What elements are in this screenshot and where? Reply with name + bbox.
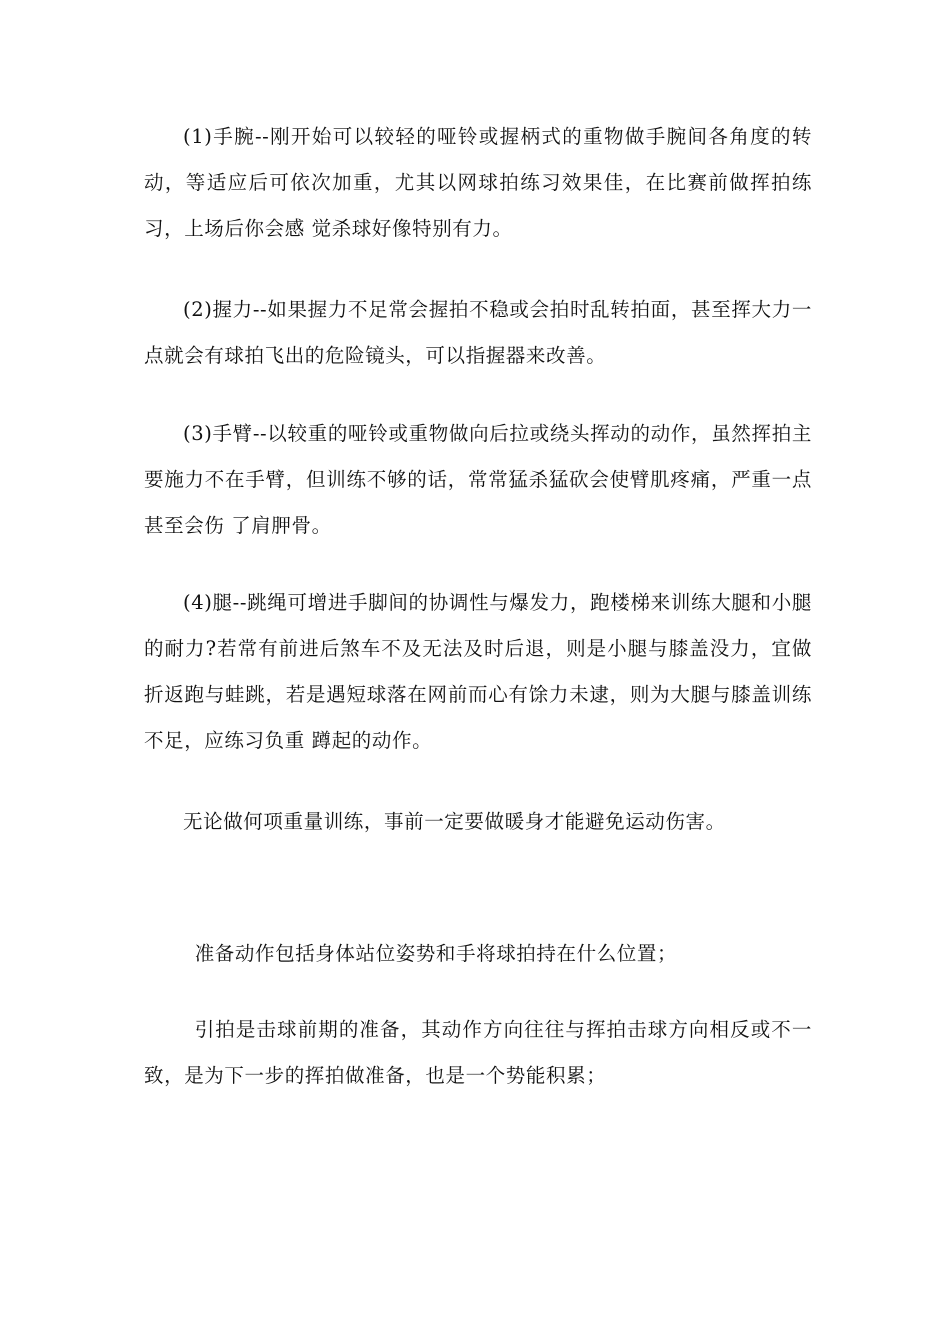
paragraph-leg: (4)腿--跳绳可增进手脚间的协调性与爆发力，跑楼梯来训练大腿和小腿的耐力?若常有前进后煞车不及无法及时后退，则是小腿与膝盖没力，宜做折返跑与蛙跳，若是遇短球落在网前而心有馀力未逮，则为大腿与膝盖训练不足，应练习负重 蹲起的动作。 bbox=[144, 591, 812, 752]
paragraph-wrist: (1)手腕--刚开始可以较轻的哑铃或握柄式的重物做手腕间各角度的转动，等适应后可依次加重，尤其以网球拍练习效果佳，在比赛前做挥拍练习，上场后你会感 觉杀球好像特别有力。 bbox=[144, 125, 812, 240]
paragraph-grip: (2)握力--如果握力不足常会握拍不稳或会拍时乱转拍面，甚至挥大力一点就会有球拍飞出的危险镜头，可以指握器来改善。 bbox=[144, 298, 812, 367]
paragraph-warmup: 无论做何项重量训练，事前一定要做暖身才能避免运动伤害。 bbox=[183, 810, 726, 833]
paragraph-arm: (3)手臂--以较重的哑铃或重物做向后拉或绕头挥动的动作，虽然挥拍主要施力不在手臂，但训练不够的话，常常猛杀猛砍会使臂肌疼痛，严重一点甚至会伤 了肩胛骨。 bbox=[144, 422, 812, 537]
paragraph-ready-position: 准备动作包括身体站位姿势和手将球拍持在什么位置； bbox=[194, 942, 678, 965]
paragraph-backswing: 引拍是击球前期的准备，其动作方向往往与挥拍击球方向相反或不一致，是为下一步的挥拍做准备，也是一个势能积累； bbox=[144, 1018, 812, 1087]
